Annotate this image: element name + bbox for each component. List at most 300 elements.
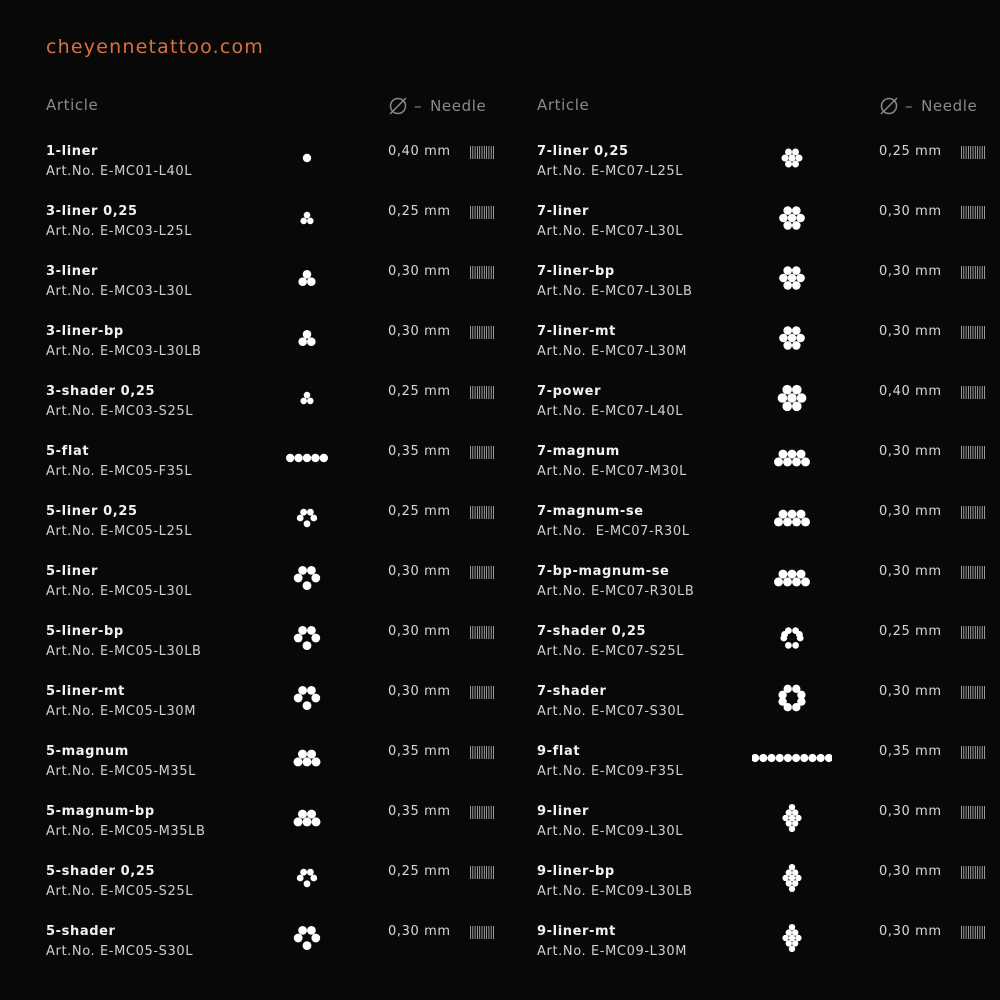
article-name: 5-magnum [46, 744, 129, 759]
article-number: Art.No. E-MC03-L30L [46, 284, 193, 299]
article-name: 3-shader 0,25 [46, 384, 156, 399]
article-row [537, 204, 997, 264]
needle-dot [782, 875, 788, 881]
needle-diameter: 0,25 mm [388, 504, 451, 519]
needle-dot [294, 454, 302, 462]
needle-dot [783, 206, 792, 215]
needle-dot [311, 934, 320, 943]
needle-dot [792, 385, 802, 395]
article-row [46, 324, 506, 384]
needle-dot [304, 392, 311, 399]
needle-dot [298, 626, 307, 635]
needle-dot [779, 510, 788, 519]
needle-dot [783, 517, 792, 526]
needle-dot [788, 510, 797, 519]
needle-configuration-icon [752, 623, 832, 653]
article-row [46, 624, 506, 684]
needle-dot [789, 864, 795, 870]
needle-dot [797, 570, 806, 579]
needle-dot [782, 385, 792, 395]
article-number: Art.No. E-MC05-L30M [46, 704, 197, 719]
needle-dot [303, 154, 311, 162]
article-name: 3-liner [46, 264, 99, 279]
needle-dot [783, 457, 792, 466]
article-number: Art.No. E-MC07-L25L [537, 164, 684, 179]
needle-tick-icon [961, 206, 987, 219]
article-name: 5-shader [46, 924, 116, 939]
needle-dot [774, 577, 783, 586]
needle-dot [797, 450, 806, 459]
needle-dot [786, 809, 792, 815]
needle-diameter: 0,30 mm [879, 684, 942, 699]
needle-dot [779, 450, 788, 459]
needle-dot [298, 686, 307, 695]
needle-diameter: 0,25 mm [388, 204, 451, 219]
needle-dot [801, 457, 810, 466]
article-number: Art.No. E-MC07-S30L [537, 704, 685, 719]
needle-configuration-icon [752, 323, 832, 353]
needle-diameter: 0,35 mm [388, 804, 451, 819]
article-name: 7-shader [537, 684, 607, 699]
needle-dot [789, 886, 795, 892]
article-name: 7-magnum-se [537, 504, 644, 519]
article-row [537, 144, 997, 204]
article-name: 1-liner [46, 144, 99, 159]
needle-tick-icon [470, 206, 496, 219]
needle-dot [792, 577, 801, 586]
needle-dot [788, 334, 797, 343]
needle-dot [779, 214, 788, 223]
needle-dot [800, 754, 808, 762]
needle-dot [294, 817, 303, 826]
needle-dot [303, 270, 312, 279]
needle-dot [786, 929, 792, 935]
needle-dot [779, 274, 788, 283]
needle-tick-icon [961, 266, 987, 279]
needle-configuration-icon [267, 923, 347, 953]
article-row [537, 924, 997, 984]
article-number: Art.No. E-MC07-S25L [537, 644, 685, 659]
needle-diameter: 0,30 mm [388, 624, 451, 639]
needle-configuration-icon [752, 383, 832, 413]
needle-configuration-icon [267, 803, 347, 833]
needle-tick-icon [470, 146, 496, 159]
needle-dot [297, 875, 304, 882]
needle-tick-icon [961, 806, 987, 819]
needle-dot [298, 277, 307, 286]
needle-label: Needle [921, 97, 978, 115]
needle-dot [789, 924, 795, 930]
needle-dot [786, 880, 792, 886]
article-number: Art.No. E-MC05-L30L [46, 584, 193, 599]
needle-dot [774, 457, 783, 466]
needle-dot [788, 214, 797, 223]
article-row [537, 864, 997, 924]
needle-dot [311, 694, 320, 703]
needle-diameter: 0,30 mm [388, 324, 451, 339]
article-name: 5-flat [46, 444, 90, 459]
needle-dot [303, 330, 312, 339]
needle-tick-icon [470, 926, 496, 939]
article-row [537, 684, 997, 744]
needle-dot [307, 277, 316, 286]
needle-dot [792, 754, 800, 762]
needle-dot [792, 929, 798, 935]
needle-dot [300, 218, 307, 225]
article-number: Art.No. E-MC09-F35L [537, 764, 684, 779]
needle-configuration-icon [267, 623, 347, 653]
brand-url: cheyennetattoo.com [46, 36, 265, 58]
needle-dot [778, 393, 788, 403]
diameter-icon [388, 96, 408, 116]
needle-label: Needle [430, 97, 487, 115]
needle-dot [796, 274, 805, 283]
needle-dot [752, 754, 759, 762]
article-number: Art.No. E-MC07-R30L [537, 524, 690, 539]
needle-dot [792, 809, 798, 815]
needle-diameter: 0,30 mm [879, 264, 942, 279]
needle-dot [320, 454, 328, 462]
article-number: Art.No. E-MC05-S25L [46, 884, 194, 899]
needle-dot [303, 641, 312, 650]
needle-configuration-icon [752, 143, 832, 173]
needle-dot [298, 926, 307, 935]
article-row [46, 744, 506, 804]
needle-dot [303, 454, 311, 462]
needle-tick-icon [961, 926, 987, 939]
article-name: 5-magnum-bp [46, 804, 155, 819]
needle-diameter: 0,30 mm [879, 324, 942, 339]
needle-dot [789, 804, 795, 810]
needle-dot [294, 934, 303, 943]
needle-dot [792, 869, 798, 875]
needle-dot [785, 149, 792, 156]
needle-dot [298, 750, 307, 759]
needle-dot [792, 266, 801, 275]
needle-tick-icon [470, 446, 496, 459]
needle-dot [797, 393, 807, 403]
needle-dot [792, 161, 799, 168]
needle-tick-icon [470, 806, 496, 819]
needle-dot [307, 750, 316, 759]
needle-configuration-icon [752, 443, 832, 473]
needle-dot [795, 935, 801, 941]
article-name: 9-liner-bp [537, 864, 615, 879]
needle-dot [300, 869, 307, 876]
needle-tick-icon [470, 686, 496, 699]
article-row [537, 804, 997, 864]
article-name: 9-liner [537, 804, 590, 819]
needle-dot [801, 577, 810, 586]
needle-dot [298, 566, 307, 575]
column-header [46, 94, 506, 144]
needle-dot [298, 337, 307, 346]
article-name: 7-liner-mt [537, 324, 616, 339]
article-name: 5-shader 0,25 [46, 864, 156, 879]
needle-dot [792, 457, 801, 466]
needle-dot [783, 266, 792, 275]
needle-tick-icon [961, 386, 987, 399]
needle-dot [781, 631, 788, 638]
article-number: Art.No. E-MC07-M30L [537, 464, 688, 479]
needle-dot [796, 155, 803, 162]
needle-dot [307, 566, 316, 575]
needle-dot [310, 875, 317, 882]
article-number: Art.No. E-MC05-F35L [46, 464, 193, 479]
needle-dot [304, 212, 311, 219]
article-list [46, 144, 506, 984]
needle-diameter: 0,35 mm [388, 744, 451, 759]
article-number: Art.No. E-MC03-S25L [46, 404, 194, 419]
article-row [537, 624, 997, 684]
article-row [46, 264, 506, 324]
article-column-left [46, 94, 506, 984]
article-number: Art.No. E-MC05-L30LB [46, 644, 202, 659]
needle-configuration-icon [267, 863, 347, 893]
needle-dot [782, 815, 788, 821]
needle-dot [774, 517, 783, 526]
needle-configuration-icon [752, 263, 832, 293]
article-header: Article [537, 96, 590, 114]
needle-diameter: 0,30 mm [388, 264, 451, 279]
needle-dot [307, 218, 314, 225]
needle-dot [307, 337, 316, 346]
needle-configuration-icon [267, 743, 347, 773]
needle-dot [304, 880, 311, 887]
needle-dot [792, 341, 801, 350]
needle-dot [786, 940, 792, 946]
needle-tick-icon [470, 626, 496, 639]
needle-dot [294, 757, 303, 766]
article-number: Art.No. E-MC07-R30LB [537, 584, 695, 599]
article-number: Art.No. E-MC09-L30L [537, 824, 684, 839]
needle-dot [789, 826, 795, 832]
article-name: 3-liner-bp [46, 324, 124, 339]
needle-dot [300, 509, 307, 516]
article-name: 7-magnum [537, 444, 620, 459]
needle-dot [789, 875, 795, 881]
article-row [46, 924, 506, 984]
needle-dot [759, 754, 767, 762]
needle-diameter: 0,25 mm [388, 864, 451, 879]
needle-dot [303, 581, 312, 590]
needle-configuration-icon [267, 563, 347, 593]
needle-dot [796, 334, 805, 343]
article-name: 5-liner-mt [46, 684, 125, 699]
needle-diameter: 0,30 mm [879, 444, 942, 459]
article-row [46, 504, 506, 564]
needle-configuration-icon [267, 143, 347, 173]
article-number: Art.No. E-MC09-L30LB [537, 884, 693, 899]
needle-diameter: 0,40 mm [388, 144, 451, 159]
needle-diameter: 0,30 mm [879, 204, 942, 219]
article-row [46, 384, 506, 444]
needle-configuration-icon [752, 743, 832, 773]
needle-configuration-icon [267, 323, 347, 353]
needle-tick-icon [470, 386, 496, 399]
article-number: Art.No. E-MC05-L25L [46, 524, 193, 539]
needle-dot [792, 281, 801, 290]
needle-dot [782, 155, 789, 162]
article-header: Article [46, 96, 99, 114]
needle-dot [788, 450, 797, 459]
needle-dot [783, 221, 792, 230]
needle-header [879, 96, 977, 116]
needle-diameter: 0,25 mm [879, 144, 942, 159]
needle-configuration-icon [752, 803, 832, 833]
needle-dot [311, 634, 320, 643]
needle-dot [789, 946, 795, 952]
article-number: Art.No. E-MC03-L25L [46, 224, 193, 239]
article-name: 7-liner-bp [537, 264, 615, 279]
needle-dot [825, 754, 832, 762]
article-name: 7-shader 0,25 [537, 624, 647, 639]
needle-tick-icon [961, 746, 987, 759]
needle-dot [303, 701, 312, 710]
needle-tick-icon [961, 446, 987, 459]
needle-dot [801, 517, 810, 526]
needle-dot [795, 815, 801, 821]
needle-dot [792, 880, 798, 886]
needle-dot [310, 515, 317, 522]
needle-dot [294, 694, 303, 703]
article-row [537, 264, 997, 324]
needle-configuration-icon [752, 203, 832, 233]
needle-dash: – [905, 97, 914, 115]
needle-dot [307, 810, 316, 819]
needle-configuration-icon [267, 683, 347, 713]
needle-dot [792, 149, 799, 156]
needle-tick-icon [470, 566, 496, 579]
article-number: Art.No. E-MC09-L30M [537, 944, 688, 959]
needle-dot [792, 326, 801, 335]
article-number: Art.No. E-MC01-L40L [46, 164, 193, 179]
needle-dot [817, 754, 825, 762]
article-row [46, 444, 506, 504]
needle-dot [303, 757, 312, 766]
article-name: 7-liner 0,25 [537, 144, 629, 159]
needle-diameter: 0,30 mm [879, 564, 942, 579]
needle-dot [783, 326, 792, 335]
needle-dot [792, 402, 802, 412]
needle-diameter: 0,25 mm [388, 384, 451, 399]
article-number: Art.No. E-MC05-M35LB [46, 824, 206, 839]
article-name: 9-liner-mt [537, 924, 616, 939]
needle-dot [784, 754, 792, 762]
needle-tick-icon [961, 566, 987, 579]
needle-dot [782, 935, 788, 941]
needle-dot [796, 631, 803, 638]
article-row [46, 684, 506, 744]
needle-dot [785, 161, 792, 168]
needle-dot [792, 642, 799, 649]
column-header [537, 94, 997, 144]
needle-configuration-icon [752, 683, 832, 713]
needle-dot [294, 574, 303, 583]
article-name: 3-liner 0,25 [46, 204, 138, 219]
article-row [46, 864, 506, 924]
needle-diameter: 0,30 mm [879, 804, 942, 819]
needle-dot [307, 398, 314, 405]
needle-tick-icon [470, 866, 496, 879]
needle-tick-icon [470, 326, 496, 339]
article-row [537, 564, 997, 624]
needle-dash: – [414, 97, 423, 115]
article-name: 5-liner 0,25 [46, 504, 138, 519]
needle-dot [779, 570, 788, 579]
needle-dot [792, 703, 800, 711]
needle-dot [786, 869, 792, 875]
article-name: 5-liner [46, 564, 99, 579]
needle-dot [307, 926, 316, 935]
needle-diameter: 0,35 mm [388, 444, 451, 459]
needle-tick-icon [470, 506, 496, 519]
needle-tick-icon [470, 266, 496, 279]
needle-header [388, 96, 486, 116]
needle-configuration-icon [267, 503, 347, 533]
needle-dot [783, 281, 792, 290]
article-column-right [537, 94, 997, 984]
needle-diameter: 0,35 mm [879, 744, 942, 759]
needle-diameter: 0,40 mm [879, 384, 942, 399]
article-number: Art.No. E-MC07-L30L [537, 224, 684, 239]
needle-dot [303, 941, 312, 950]
article-number: Art.No. E-MC07-L30LB [537, 284, 693, 299]
article-row [537, 504, 997, 564]
article-number: Art.No. E-MC07-L40L [537, 404, 684, 419]
needle-dot [792, 940, 798, 946]
needle-dot [304, 520, 311, 527]
article-number: Art.No. E-MC07-L30M [537, 344, 688, 359]
needle-dot [792, 206, 801, 215]
needle-diameter: 0,25 mm [879, 624, 942, 639]
needle-dot [789, 815, 795, 821]
needle-dot [784, 703, 792, 711]
needle-configuration-icon [267, 383, 347, 413]
needle-dot [297, 515, 304, 522]
article-name: 7-power [537, 384, 602, 399]
needle-dot [792, 221, 801, 230]
article-number: Art.No. E-MC05-M35L [46, 764, 197, 779]
needle-dot [808, 754, 816, 762]
needle-dot [303, 817, 312, 826]
article-number: Art.No. E-MC05-S30L [46, 944, 194, 959]
needle-dot [788, 274, 797, 283]
needle-tick-icon [961, 506, 987, 519]
needle-dot [796, 214, 805, 223]
needle-dot [300, 398, 307, 405]
needle-dot [307, 686, 316, 695]
needle-dot [792, 517, 801, 526]
needle-dot [795, 875, 801, 881]
needle-dot [307, 509, 314, 516]
article-row [537, 384, 997, 444]
article-row [537, 324, 997, 384]
needle-diameter: 0,30 mm [879, 864, 942, 879]
article-row [46, 204, 506, 264]
needle-configuration-icon [752, 503, 832, 533]
needle-dot [783, 577, 792, 586]
needle-diameter: 0,30 mm [388, 684, 451, 699]
needle-dot [767, 754, 775, 762]
needle-dot [286, 454, 294, 462]
needle-dot [312, 757, 321, 766]
diameter-icon [879, 96, 899, 116]
article-number: Art.No. E-MC03-L30LB [46, 344, 202, 359]
needle-dot [776, 754, 784, 762]
article-row [46, 144, 506, 204]
needle-configuration-icon [752, 563, 832, 593]
